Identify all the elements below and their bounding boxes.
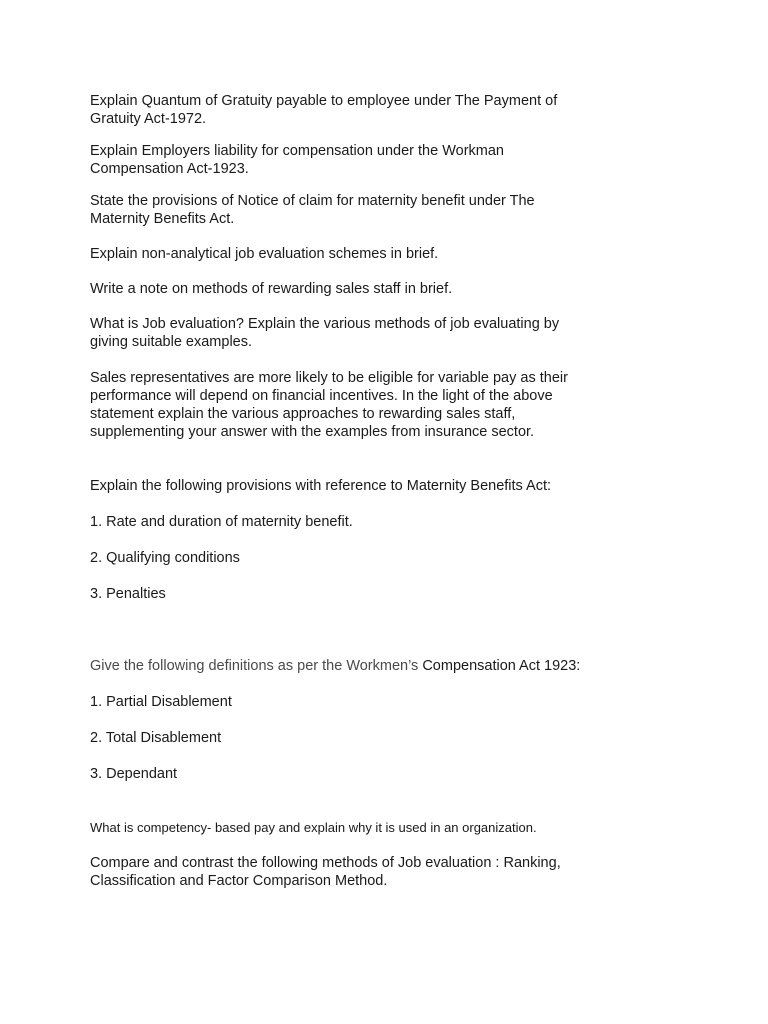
list-item: 3. Dependant (90, 766, 178, 782)
question-workmen-definitions-intro (90, 657, 650, 675)
question-job-evaluation-methods: What is Job evaluation? Explain the various methods of job evaluating by giving suitable examples. (90, 316, 560, 350)
list-item: 1. Partial Disablement (90, 694, 232, 710)
intro-part-b: Compensation Act 1923: (418, 658, 581, 674)
question-maternity-provisions (90, 459, 650, 621)
list-item: 1. Rate and duration of maternity benefit. (90, 514, 353, 530)
intro-part-a: Give the following definitions as per the Workmen’s (90, 658, 419, 674)
question-maternity-notice: State the provisions of Notice of claim for maternity benefit under The Maternity Benefits Act. (90, 193, 535, 227)
question-variable-pay: Sales representatives are more likely to be eligible for variable pay as their performance will depend on financial incentives. In the light of the above statement explain the various approaches to rewarding sales staff, supplementing your answer with the examples from insurance sector. (90, 370, 568, 440)
list-item: 3. Penalties (90, 586, 166, 602)
list-item: 2. Qualifying conditions (90, 550, 240, 566)
question-competency-pay: What is competency- based pay and explain why it is used in an organization. (90, 820, 537, 835)
document-page (90, 92, 650, 904)
question-maternity-provisions-intro: Explain the following provisions with reference to Maternity Benefits Act: (90, 478, 552, 494)
question-gratuity: Explain Quantum of Gratuity payable to employee under The Payment of Gratuity Act-1972. (90, 93, 558, 127)
question-workmen-definitions (90, 639, 650, 801)
question-non-analytical-schemes: Explain non-analytical job evaluation schemes in brief. (90, 246, 439, 262)
question-rewarding-sales-staff: Write a note on methods of rewarding sales staff in brief. (90, 281, 453, 297)
list-item: 2. Total Disablement (90, 730, 222, 746)
question-employer-liability: Explain Employers liability for compensation under the Workman Compensation Act-1923. (90, 143, 504, 177)
question-compare-job-evaluation: Compare and contrast the following methods of Job evaluation : Ranking, Classification and Factor Comparison Method. (90, 855, 561, 889)
